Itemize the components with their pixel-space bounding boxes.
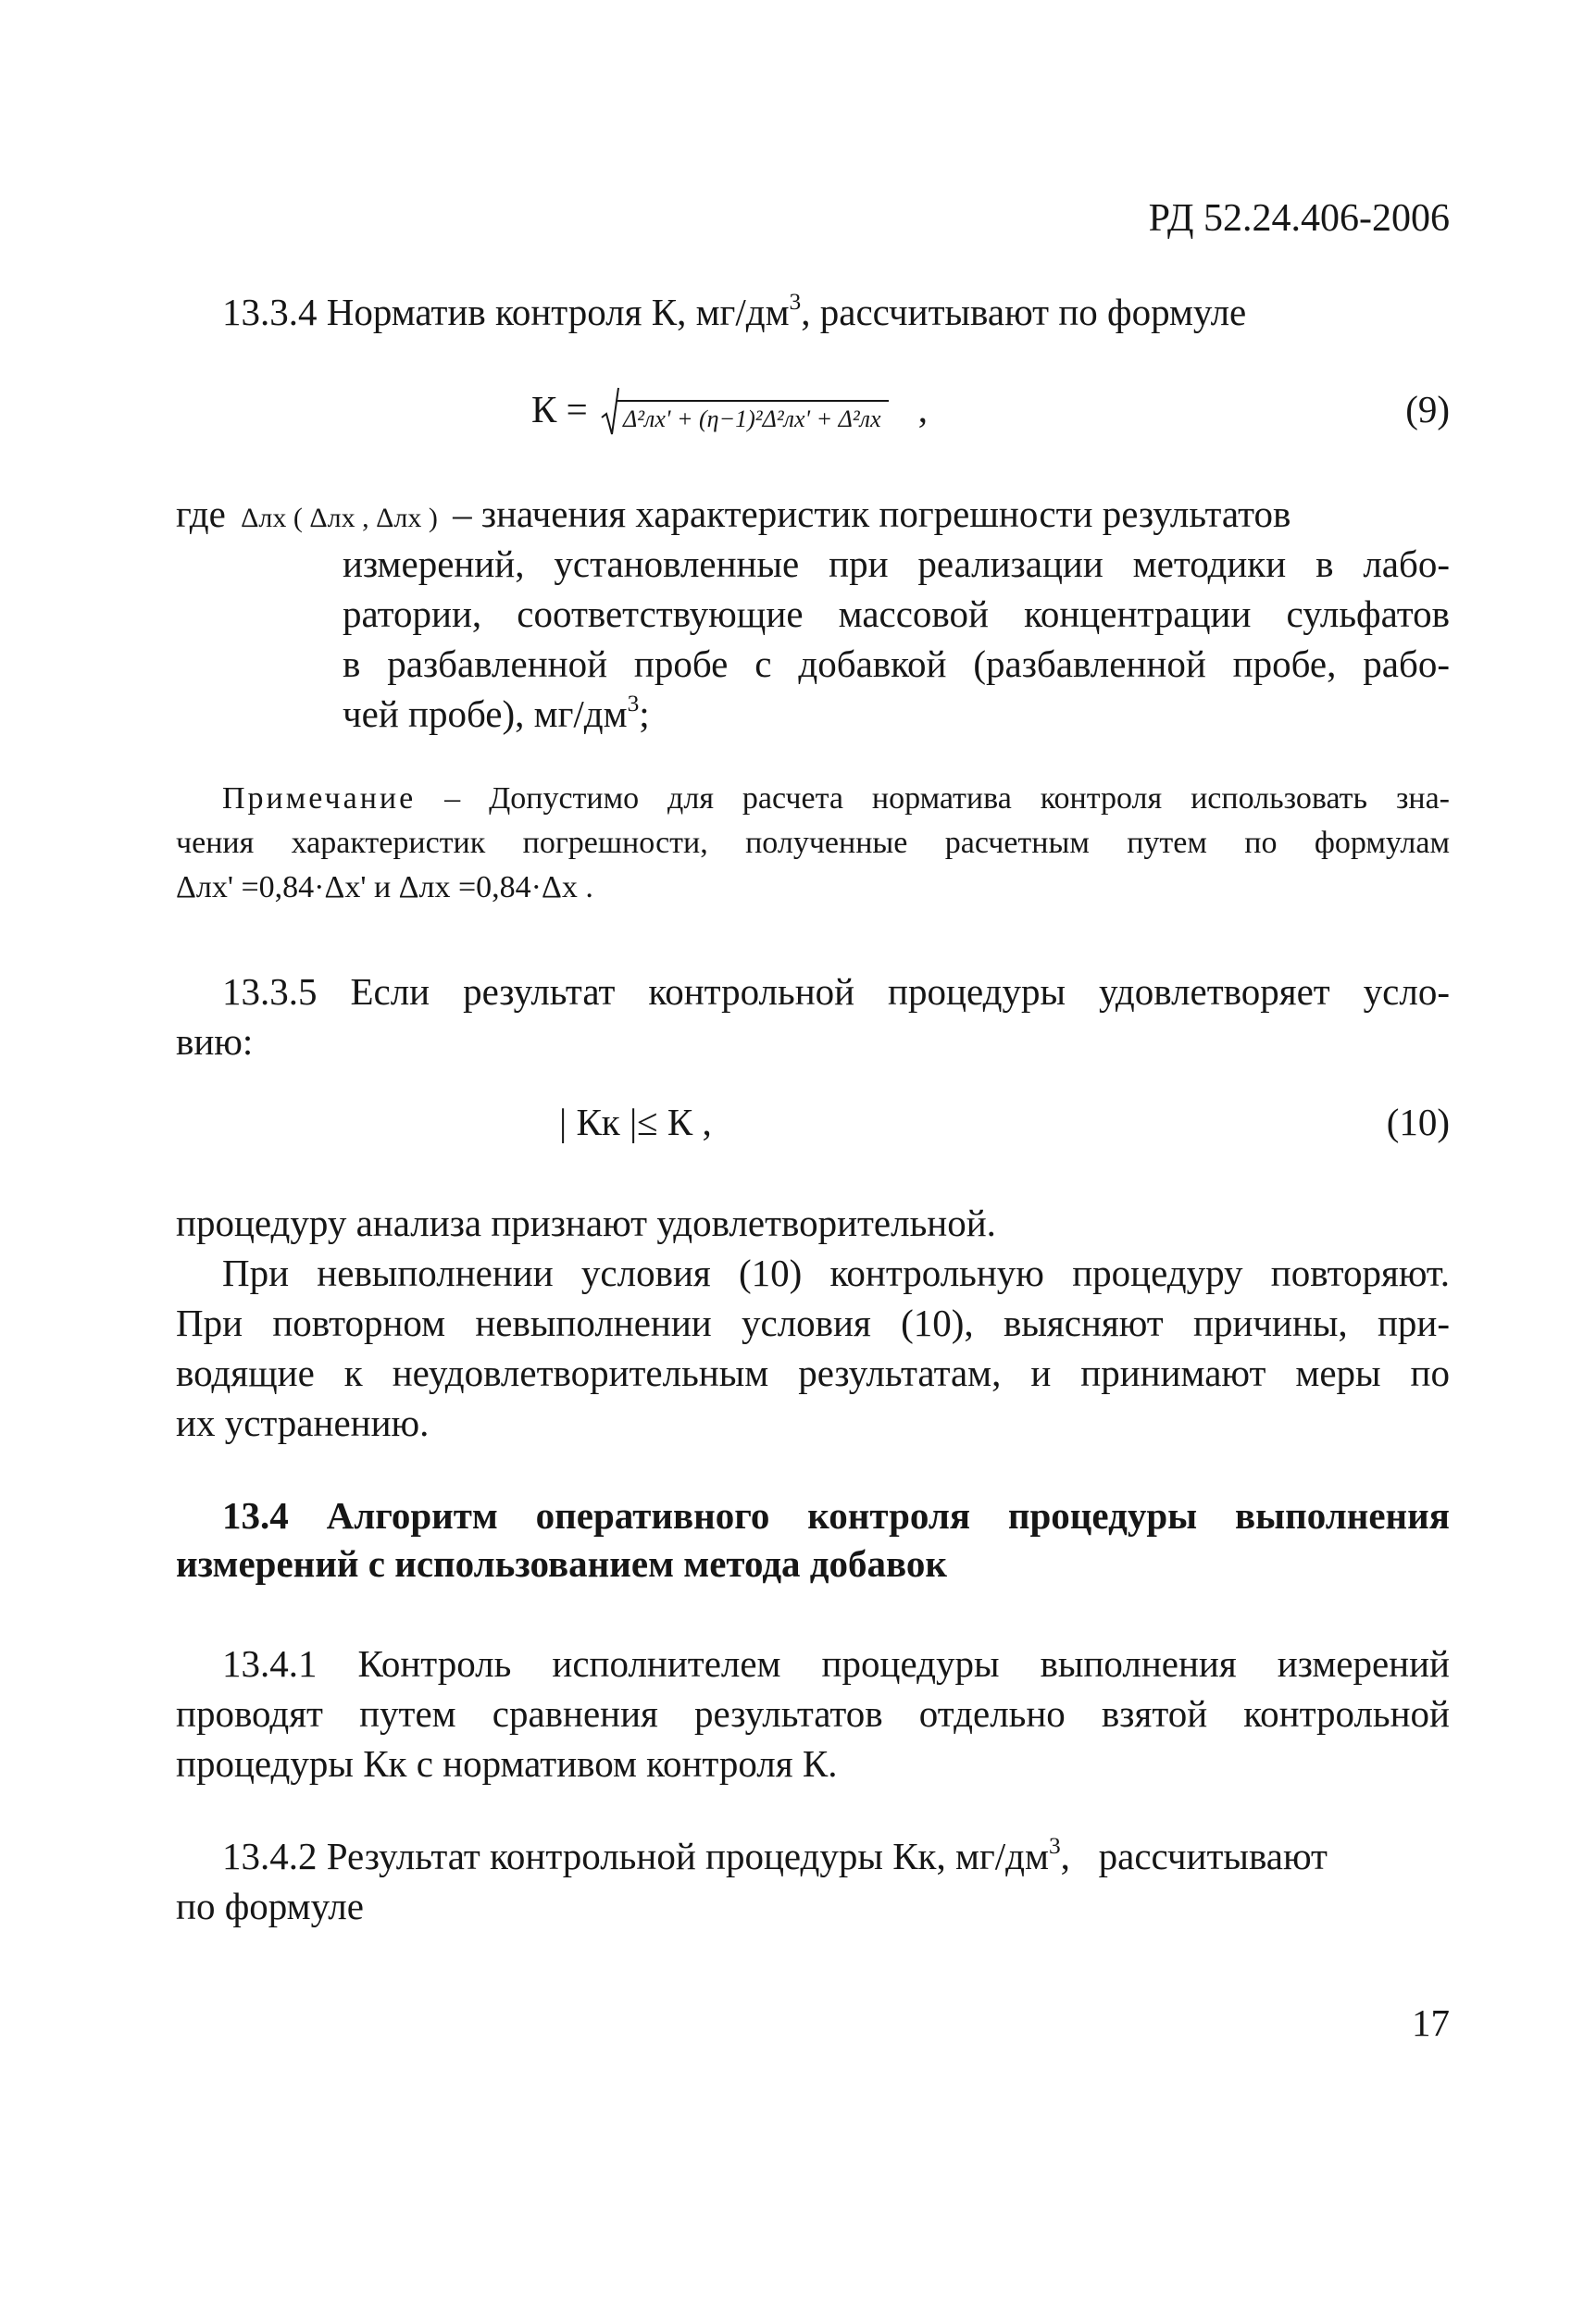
formula-9-radicand: Δ²лх' + (η−1)²Δ²лх' + Δ²лх [617,400,889,433]
note-label: Примечание [222,781,417,816]
after-10-line-2: При невыполнении условия (10) контрольную процедуру повторяют. [222,1252,1450,1294]
after-10-line-4: водящие к неудовлетворительным результатам, и принимают меры по [176,1352,1450,1394]
where-line-5: чей пробе), $мг/дм^3$; [343,690,650,735]
section-13-3-5-line-2: вию: [176,1020,254,1063]
note-line-2: чения характеристик погрешности, полученные расчетным путем по формулам [176,826,1450,860]
where-line-2: измерений, установленные при реализации методики в лабо- [343,542,1450,585]
after-10-line-5: их устранению. [176,1402,430,1444]
where-line-1: где Δлх ( Δлх , Δлх ) – значения характеристик погрешности результатов [176,492,1291,535]
after-10-line-1: процедуру анализа признают удовлетворительной. [176,1202,996,1244]
after-10-line-3: При повторном невыполнении условия (10), выясняют причины, при- [176,1302,1450,1344]
heading-13-4-line-1: 13.4 Алгоритм оперативного контроля процедуры выполнения [222,1494,1450,1537]
radical-sign-icon [601,386,619,438]
where-line-3: ратории, соответствующие массовой концентрации сульфатов [343,592,1450,635]
page-number: 17 [1412,2001,1450,2044]
section-13-4-1-line-1: 13.4.1 Контроль исполнителем процедуры выполнения измерений [222,1642,1450,1685]
formula-9-number: (9) [1405,388,1450,430]
formula-10: | Кк |≤ К , [559,1101,712,1143]
formula-10-number: (10) [1386,1101,1450,1143]
section-13-4-1-line-2: проводят путем сравнения результатов отдельно взятой контрольной [176,1692,1450,1735]
where-line-4: в разбавленной пробе с добавкой (разбавленной пробе, рабо- [343,642,1450,685]
note-line-3: Δлх' =0,84·Δх' и Δлх =0,84·Δх . [176,870,593,904]
square-root [601,392,889,436]
section-13-4-1-line-3: процедуры Кк с нормативом контроля К. [176,1742,838,1785]
section-13-4-2-line-2: по формуле [176,1885,364,1927]
section-13-4-2-line-1: 13.4.2 Результат контрольной процедуры Кк, $мг/дм^3$, рассчитывают [222,1832,1328,1877]
heading-13-4-line-2: измерений с использованием метода добавок [176,1542,948,1585]
document-code: РД 52.24.406-2006 [1148,197,1450,240]
section-13-3-5-line-1: 13.3.5 Если результат контрольной процедуры удовлетворяет усло- [222,970,1450,1013]
formula-9: К = Δ²лх' + (η−1)²Δ²лх' + Δ²лх , [531,387,928,436]
section-13-3-4-paragraph: 13.3.4 Норматив контроля К, $мг/дм^3$, рассчитывают по формуле [222,288,1247,333]
note-line-1: Примечание – Допустимо для расчета норматива контроля использовать зна- [222,781,1450,816]
delta-symbols: Δлх ( Δлх , Δлх ) [241,503,438,533]
